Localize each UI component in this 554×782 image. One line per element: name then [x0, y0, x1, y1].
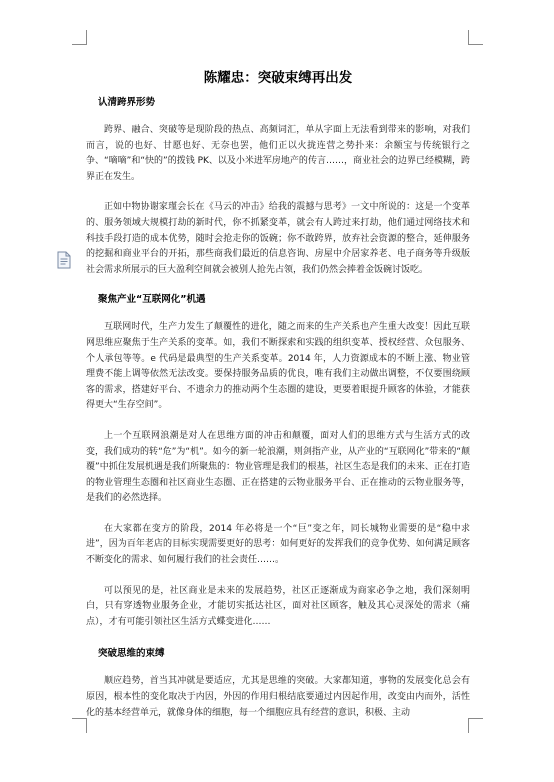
crop-mark-top-right [468, 30, 483, 45]
document-icon[interactable] [56, 251, 72, 269]
paragraph: 跨界、融合、突破等是现阶段的热点、高频词汇，单从字面上无法看到带来的影响，对我们而言，说的也好、甘愿也好、无奈也罢，他们正以火拢连营之势扑来：余额宝与传统银行之争、“嘀嘀”和“快的”的拨钱 PK、以及小米进军房地产的传言……，商业社会的边界已经模糊，跨界正在发生。 [86, 125, 470, 182]
paragraph: 正如中物协谢家瑾会长在《马云的冲击》给我的震撼与思考》一文中所说的：这是一个变革的、服务领域大规模打劫的新时代，你不抓紧变革，就会有人跨过来打劫，他们通过网络技术和科技手段打造的成本优势，随时会抢走你的饭碗；你不敢跨界，放弃社会资源的整合，延伸服务的挖掘和商业平台的开拓，那些商我们最近的信息咨询、房屋中介居家养老、电子商务等升级版社会需求所展示的巨大盈利空间就会被别人抢先占领，我们仍然会捧着金饭碗讨饭吃。 [86, 202, 470, 275]
crop-mark-bottom-right [468, 718, 483, 733]
section-heading: 突破思维的束缚 [98, 648, 165, 660]
paragraph: 在大家都在变方的阶段，2014 年必将是一个“巨”变之年，同长城物业需要的是“稳中求进”，因为百年老店的目标实现需要更好的思考：如何更好的发挥我们的竞争优势、如何满足顾客不断变化的需求、如何履行我们的社会责任……。 [86, 523, 470, 566]
paragraph: 可以预见的是，社区商业是未来的发展趋势，社区正逐渐成为商家必争之地，我们深刻明白，只有穿透物业服务企业，才能切实抵达社区，面对社区顾客，触及其心灵深处的需求（痛点），才有可能引领社区生活方式蝶变进化…… [86, 585, 470, 627]
paragraph: 顺应趋势，首当其冲就是要适应，尤其是思维的突破。大家都知道，事物的发展变化总会有原因，根本性的变化取决于内因，外因的作用归根结底要通过内因起作用，改变由内而外，活性化的基本经营单元，就像身体的细胞，每一个细胞应具有经营的意识，积极、主动 [86, 676, 470, 718]
paragraph: 互联网时代，生产力发生了颠覆性的进化，随之而来的生产关系也产生重大改变！因此互联网思维应聚焦于生产关系的变革。如，我们不断探索和实践的组织变革、授权经营、众包服务、个人承包等等。e 代码是最典型的生产关系变革。2014 年，人力资源成本的不断上涨、物业管理费不能上调等依然无法改变。要保持服务品质的优良，唯有我们主动做出调整，不仅要围绕顾客的需求，搭建好平台、不遗余力的推动两个生态圈的建设，更要着眼提升顾客的体验，才能获得更大“生存空间”。 [86, 322, 470, 411]
document-title: 陈耀忠：突破束缚再出发 [203, 70, 353, 86]
section-heading: 聚焦产业“互联网化”机遇 [98, 294, 206, 306]
crop-mark-top-left [72, 30, 87, 45]
paragraph: 上一个互联网浪潮是对人在思维方面的冲击和颠覆，面对人们的思维方式与生活方式的改变，我们成功的转“危”为“机”。如今的新一轮浪潮，则剑指产业，从产业的“互联网化”带来的“颠覆”中抓住发展机遇是我们所聚焦的：物业管理是我们的根基，社区生态是我们的未来、正在打造的物业管理生态圈和社区商业生态圈、正在搭建的云物业服务平台、正在推动的云物业服务等，是我们的必然选择。 [86, 430, 470, 504]
section-heading: 认清跨界形势 [98, 97, 156, 108]
document-page [86, 66, 470, 736]
crop-mark-bottom-left [72, 718, 87, 733]
